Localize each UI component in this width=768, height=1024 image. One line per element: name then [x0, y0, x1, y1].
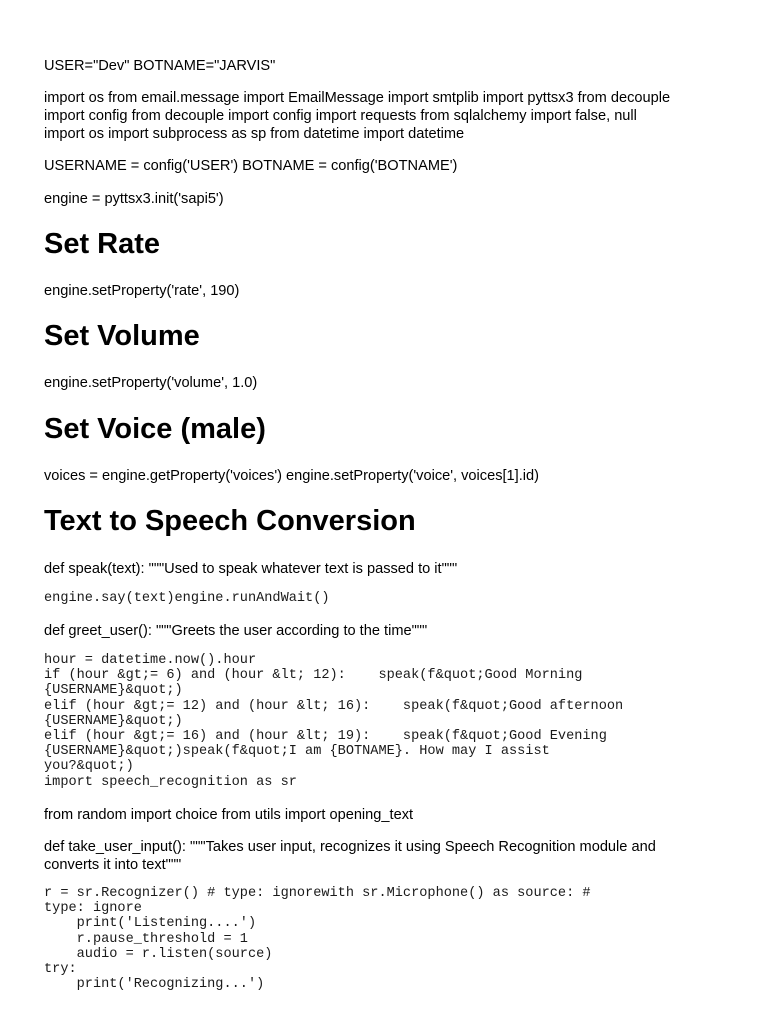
random-import-line: from random import choice from utils import opening_text: [44, 807, 414, 823]
set-volume-line: engine.setProperty('volume', 1.0): [44, 375, 258, 391]
heading-text-to-speech: Text to Speech Conversion: [44, 505, 416, 537]
imports-paragraph: import os from email.message import EmailMessage import smtplib import pyttsx3 from decouple import config from decouple import config import requests from sqlalchemy import false, null import os import subprocess as sp from datetime import datetime: [44, 90, 671, 142]
heading-set-voice: Set Voice (male): [44, 413, 266, 445]
env-vars-line: USER="Dev" BOTNAME="JARVIS": [44, 58, 276, 74]
recognizer-code-block: r = sr.Recognizer() # type: ignorewith sr.Microphone() as source: # type: ignore print('Listening....') r.pause_threshold = 1 audio = r.listen(source) try: print('Recognizing...'): [44, 886, 591, 993]
config-line: USERNAME = config('USER') BOTNAME = config('BOTNAME'): [44, 158, 458, 174]
set-rate-line: engine.setProperty('rate', 190): [44, 283, 240, 299]
heading-set-volume: Set Volume: [44, 320, 200, 352]
engine-init-line: engine = pyttsx3.init('sapi5'): [44, 191, 224, 207]
speak-def-line: def speak(text): """Used to speak whatever text is passed to it""": [44, 561, 458, 577]
speak-code-block: engine.say(text)engine.runAndWait(): [44, 591, 330, 606]
greet-user-def-line: def greet_user(): """Greets the user according to the time""": [44, 623, 428, 639]
heading-set-rate: Set Rate: [44, 228, 161, 260]
greet-code-block: hour = datetime.now().hour if (hour &gt;= 6) and (hour &lt; 12): speak(f&quot;Good Morning {USERNAME}&quot;) elif (hour &gt;= 12) and (hour &lt; 16): speak(f&quot;Good afternoon {USERNAME}&quot;) elif (hour &gt;= 16) and (hour &lt; 19): speak(f&quot;Good Evening {USERNAME}&quot;)speak(f&quot;I am {BOTNAME}. How may I assist you?&quot;) import speech_recognition as sr: [44, 653, 624, 790]
take-user-input-def: def take_user_input(): """Takes user input, recognizes it using Speech Recognition module and converts it into text""": [44, 839, 656, 873]
set-voice-line: voices = engine.getProperty('voices') engine.setProperty('voice', voices[1].id): [44, 468, 540, 484]
